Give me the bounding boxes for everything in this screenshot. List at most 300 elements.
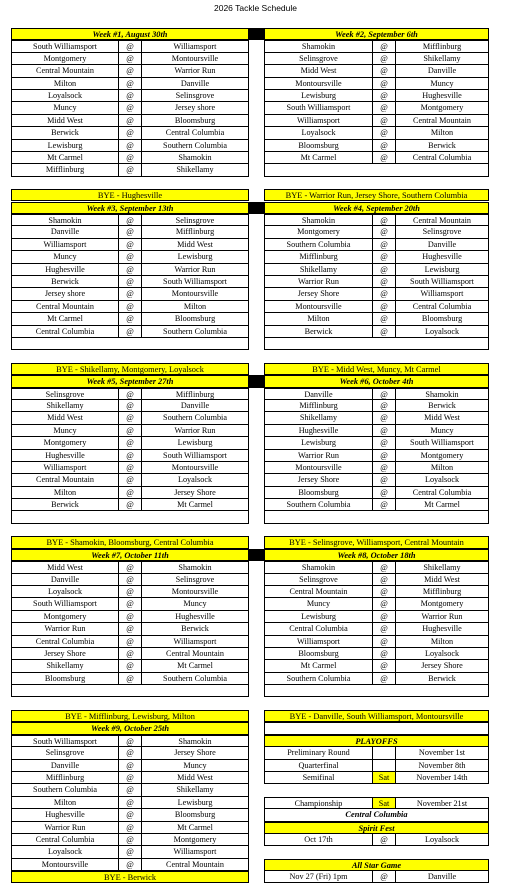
home-team: Bloomsburg — [298, 487, 339, 497]
at-symbol: @ — [118, 326, 142, 337]
at-symbol: @ — [118, 239, 142, 250]
home-team: Shikellamy — [46, 661, 84, 671]
home-team: Southern Columbia — [286, 673, 351, 683]
away-team: Muncy — [183, 599, 207, 609]
at-symbol: @ — [372, 226, 396, 237]
game-row — [11, 437, 249, 449]
at-symbol: @ — [372, 474, 396, 485]
game-row — [11, 474, 249, 486]
away-team: Southern Columbia — [163, 326, 227, 336]
at-symbol: @ — [118, 78, 142, 89]
away-team: Lewisburg — [424, 264, 460, 274]
at-symbol: @ — [372, 127, 396, 138]
round-date: November 21st — [416, 798, 468, 808]
at-symbol: @ — [118, 834, 142, 845]
away-team: Shikellamy — [176, 165, 214, 175]
game-row — [264, 301, 489, 313]
game-row — [11, 586, 249, 598]
at-symbol: @ — [372, 215, 396, 225]
spacer — [264, 177, 489, 189]
event-venue: Danville — [427, 872, 457, 882]
game-row — [11, 462, 249, 474]
home-team: Lewisburg — [301, 438, 336, 448]
game-row — [11, 226, 249, 238]
home-team: Williamsport — [43, 239, 87, 249]
away-team: Williamsport — [173, 847, 217, 857]
home-team: Loyalsock — [47, 90, 83, 100]
at-symbol: @ — [372, 412, 396, 423]
game-row — [11, 846, 249, 858]
away-team: Muncy — [430, 78, 454, 88]
at-symbol: @ — [118, 499, 142, 510]
game-row — [264, 251, 489, 263]
empty-row — [264, 338, 489, 350]
home-team: Muncy — [53, 103, 77, 113]
game-row — [11, 164, 249, 176]
game-row — [11, 673, 249, 685]
game-row — [11, 760, 249, 772]
home-team: Montoursville — [295, 462, 342, 472]
away-team: Jersey Shore — [174, 487, 216, 497]
game-row — [11, 326, 249, 338]
column-separator — [249, 28, 264, 40]
game-row — [11, 288, 249, 300]
away-team: Southern Columbia — [163, 673, 227, 683]
at-symbol: @ — [118, 598, 142, 609]
home-team: Central Columbia — [35, 834, 95, 844]
at-symbol: @ — [118, 127, 142, 138]
at-symbol: @ — [118, 474, 142, 485]
round-day: Sat — [372, 772, 396, 783]
away-team: Shamokin — [178, 563, 212, 573]
home-team: Shamokin — [301, 215, 336, 225]
bye-line: BYE - Shikellamy, Montgomery, Loyalsock — [11, 363, 249, 375]
home-team: Jersey Shore — [297, 475, 340, 485]
at-symbol: @ — [372, 288, 396, 299]
away-team: Lewisburg — [177, 252, 213, 262]
game-row — [11, 598, 249, 610]
at-symbol: @ — [118, 623, 142, 634]
game-row — [264, 276, 489, 288]
home-team: Montgomery — [43, 53, 87, 63]
home-team: Mt Carmel — [300, 152, 337, 162]
game-row — [11, 797, 249, 809]
week-block — [11, 549, 249, 722]
away-team: Warrior Run — [174, 425, 216, 435]
game-row — [264, 450, 489, 462]
at-symbol: @ — [372, 648, 396, 659]
home-team: Muncy — [53, 425, 77, 435]
week-header: Week #3, September 13th — [11, 202, 249, 214]
away-team: South Williamsport — [410, 276, 474, 286]
game-row — [11, 140, 249, 152]
home-team: Central Mountain — [36, 66, 94, 76]
away-team: Montgomery — [173, 834, 217, 844]
at-symbol: @ — [372, 871, 396, 882]
at-symbol: @ — [118, 251, 142, 262]
home-team: Warrior Run — [298, 276, 339, 286]
game-row — [11, 809, 249, 821]
home-team: Milton — [307, 314, 330, 324]
game-row — [11, 822, 249, 834]
away-team: Midd West — [177, 772, 213, 782]
away-team: Berwick — [428, 673, 456, 683]
game-row — [264, 214, 489, 226]
home-team: Bloomsburg — [298, 140, 339, 150]
away-team: Muncy — [183, 760, 207, 770]
game-row — [264, 152, 489, 164]
away-team: Montgomery — [420, 103, 464, 113]
away-team: Mt Carmel — [177, 500, 213, 510]
game-row — [264, 648, 489, 660]
game-row — [11, 784, 249, 796]
at-symbol: @ — [372, 660, 396, 671]
away-team: Montoursville — [171, 53, 219, 63]
away-team: Central Mountain — [413, 215, 471, 225]
away-team: Montoursville — [171, 289, 219, 299]
home-team: Central Mountain — [36, 475, 94, 485]
home-team: Jersey Shore — [44, 648, 86, 658]
away-team: Warrior Run — [421, 611, 463, 621]
game-row — [264, 474, 489, 486]
event-date: Oct 17th — [304, 834, 333, 844]
away-team: Bloomsburg — [174, 810, 216, 820]
away-team: Williamsport — [173, 636, 217, 646]
at-symbol: @ — [118, 226, 142, 237]
away-team: Central Columbia — [412, 301, 472, 311]
championship-venue: Central Columbia — [264, 809, 489, 821]
spirit-fest-row — [264, 834, 489, 846]
home-team: Hughesville — [298, 425, 339, 435]
at-symbol: @ — [372, 437, 396, 448]
game-row — [11, 53, 249, 65]
home-team: Midd West — [300, 66, 337, 76]
game-row — [11, 127, 249, 139]
game-row — [11, 772, 249, 784]
home-team: South Williamsport — [33, 736, 97, 746]
round-date: November 14th — [416, 772, 468, 782]
game-row — [264, 53, 489, 65]
game-row — [264, 425, 489, 437]
championship-row — [264, 797, 489, 809]
game-row — [11, 623, 249, 635]
away-team: Shikellamy — [176, 785, 214, 795]
game-row — [264, 598, 489, 610]
home-team: Central Columbia — [35, 326, 95, 336]
home-team: Loyalsock — [47, 847, 83, 857]
at-symbol: @ — [118, 574, 142, 585]
games-table — [264, 561, 489, 697]
at-symbol: @ — [372, 574, 396, 585]
at-symbol: @ — [118, 164, 142, 175]
week-block — [11, 722, 249, 883]
empty-row — [11, 685, 249, 697]
away-team: Central Mountain — [413, 115, 471, 125]
home-team: Shamokin — [301, 563, 336, 573]
away-team: Shamokin — [178, 152, 212, 162]
games-table — [11, 40, 249, 176]
home-team: Jersey Shore — [297, 289, 340, 299]
away-team: Montgomery — [420, 599, 464, 609]
at-symbol: @ — [118, 215, 142, 225]
game-row — [264, 499, 489, 511]
game-row — [11, 65, 249, 77]
at-symbol: @ — [118, 760, 142, 771]
game-row — [11, 313, 249, 325]
empty-row — [264, 722, 489, 734]
away-team: Midd West — [424, 574, 460, 584]
game-row — [264, 561, 489, 573]
game-row — [11, 214, 249, 226]
game-row — [264, 326, 489, 338]
game-row — [11, 859, 249, 871]
spirit-fest-header: Spirit Fest — [264, 822, 489, 834]
home-team: Midd West — [47, 563, 83, 573]
games-table — [11, 735, 249, 871]
bye-line: BYE - Warrior Run, Jersey Shore, Southern Columbia — [264, 189, 489, 201]
bye-line: BYE - Mifflinburg, Lewisburg, Milton — [11, 710, 249, 722]
week-header: Week #2, September 6th — [264, 28, 489, 40]
away-team: Berwick — [428, 140, 456, 150]
home-team: Milton — [53, 487, 77, 497]
game-row — [264, 264, 489, 276]
away-team: Selinsgrove — [175, 90, 215, 100]
away-team: Danville — [427, 239, 457, 249]
home-team: Montgomery — [43, 611, 87, 621]
away-team: Bloomsburg — [174, 314, 216, 324]
at-symbol: @ — [118, 673, 142, 684]
game-row — [264, 574, 489, 586]
away-team: Loyalsock — [424, 326, 460, 336]
game-row — [264, 388, 489, 400]
week-header: Week #8, October 18th — [264, 549, 489, 561]
game-row — [264, 115, 489, 127]
game-row — [264, 102, 489, 114]
playoffs-header: PLAYOFFS — [264, 735, 489, 747]
week-header: Week #6, October 4th — [264, 375, 489, 387]
home-team: Muncy — [53, 252, 77, 262]
at-symbol: @ — [372, 611, 396, 622]
bye-line: BYE - Shamokin, Bloomsburg, Central Columbia — [11, 536, 249, 548]
games-table — [264, 40, 489, 176]
game-row — [11, 425, 249, 437]
game-row — [11, 276, 249, 288]
away-team: Midd West — [424, 413, 460, 423]
home-team: Jersey shore — [44, 289, 86, 299]
round-name: Preliminary Round — [287, 748, 350, 758]
away-team: Bloomsburg — [174, 115, 216, 125]
at-symbol: @ — [118, 264, 142, 275]
at-symbol: @ — [118, 648, 142, 659]
at-symbol: @ — [372, 673, 396, 684]
home-team: Shikellamy — [299, 264, 338, 274]
away-team: Montgomery — [420, 450, 464, 460]
home-team: Muncy — [306, 599, 331, 609]
home-team: Mifflinburg — [45, 772, 85, 782]
away-team: Central Columbia — [412, 487, 472, 497]
at-symbol: @ — [118, 53, 142, 64]
home-team: Williamsport — [297, 115, 340, 125]
home-team: Bloomsburg — [44, 673, 86, 683]
bye-line: BYE - Midd West, Muncy, Mt Carmel — [264, 363, 489, 375]
away-team: Midd West — [177, 239, 213, 249]
at-symbol: @ — [372, 115, 396, 126]
at-symbol: @ — [118, 313, 142, 324]
away-team: Southern Columbia — [163, 413, 227, 423]
week-block — [264, 375, 489, 548]
home-team: Berwick — [304, 326, 333, 336]
away-team: Milton — [430, 462, 454, 472]
away-team: Mifflinburg — [422, 42, 462, 52]
round-name: Championship — [294, 798, 343, 808]
game-row — [11, 450, 249, 462]
at-symbol: @ — [118, 450, 142, 461]
at-symbol: @ — [118, 784, 142, 795]
games-table — [11, 214, 249, 350]
at-symbol: @ — [372, 264, 396, 275]
bye-line: BYE - Berwick — [11, 871, 249, 883]
event-date: Nov 27 (Fri) 1pm — [289, 872, 348, 882]
game-row — [11, 611, 249, 623]
away-team: Shamokin — [425, 389, 459, 399]
home-team: Montgomery — [297, 227, 340, 237]
away-team: South Williamsport — [410, 438, 474, 448]
spacer — [11, 177, 249, 189]
home-team: Lewisburg — [301, 90, 336, 100]
game-row — [11, 574, 249, 586]
at-symbol: @ — [372, 450, 396, 461]
at-symbol: @ — [118, 797, 142, 808]
home-team: Loyalsock — [301, 128, 336, 138]
home-team: Selinsgrove — [299, 53, 338, 63]
week-block — [264, 28, 489, 201]
spacer — [264, 524, 489, 536]
empty-row — [264, 511, 489, 523]
empty-row — [264, 685, 489, 697]
home-team: Hughesville — [45, 264, 85, 274]
spacer — [11, 524, 249, 536]
week-block — [11, 28, 249, 201]
game-row — [264, 400, 489, 412]
empty-row — [264, 164, 489, 176]
home-team: Shamokin — [301, 42, 336, 52]
away-team: Danville — [427, 66, 457, 76]
home-team: Southern Columbia — [286, 500, 351, 510]
game-row — [11, 636, 249, 648]
away-team: Bloomsburg — [421, 314, 463, 324]
home-team: Hughesville — [45, 450, 85, 460]
game-row — [264, 412, 489, 424]
round-day: Sat — [372, 798, 396, 808]
at-symbol: @ — [372, 239, 396, 250]
game-row — [264, 140, 489, 152]
home-team: Central Mountain — [36, 301, 94, 311]
away-team: Mt Carmel — [177, 822, 213, 832]
at-symbol: @ — [372, 598, 396, 609]
home-team: Mt Carmel — [300, 661, 337, 671]
away-team: Mt Carmel — [177, 661, 213, 671]
week-header: Week #9, October 25th — [11, 722, 249, 734]
away-team: Hughesville — [422, 90, 462, 100]
at-symbol: @ — [372, 636, 396, 647]
games-table — [11, 561, 249, 697]
spacer — [264, 846, 489, 858]
game-row — [11, 264, 249, 276]
at-symbol: @ — [118, 115, 142, 126]
game-row — [264, 239, 489, 251]
game-row — [11, 660, 249, 672]
home-team: Milton — [53, 797, 77, 807]
at-symbol: @ — [118, 822, 142, 833]
home-team: Mifflinburg — [45, 165, 85, 175]
at-symbol: @ — [372, 53, 396, 64]
at-symbol: @ — [372, 313, 396, 324]
bye-line: BYE - Danville, South Williamsport, Montoursville — [264, 710, 489, 722]
home-team: Berwick — [51, 276, 79, 286]
game-row — [11, 152, 249, 164]
home-team: Berwick — [51, 128, 79, 138]
away-team: Milton — [430, 636, 454, 646]
at-symbol: @ — [372, 562, 396, 572]
away-team: Shikellamy — [423, 53, 461, 63]
at-symbol: @ — [372, 326, 396, 337]
playoff-round — [264, 747, 489, 759]
home-team: Danville — [304, 389, 333, 399]
away-team: Shamokin — [178, 736, 212, 746]
home-team: Selinsgrove — [45, 748, 85, 758]
game-row — [264, 40, 489, 52]
at-symbol: @ — [118, 412, 142, 423]
at-symbol: @ — [372, 499, 396, 510]
away-team: Hughesville — [175, 611, 215, 621]
away-team: Mifflinburg — [175, 389, 215, 399]
at-symbol: @ — [118, 747, 142, 758]
away-team: Milton — [183, 301, 207, 311]
at-symbol: @ — [372, 301, 396, 312]
home-team: Shikellamy — [299, 413, 338, 423]
away-team: Hughesville — [422, 252, 462, 262]
away-team: Selinsgrove — [422, 227, 462, 237]
week-header: Week #5, September 27th — [11, 375, 249, 387]
at-symbol: @ — [118, 586, 142, 597]
away-team: Central Mountain — [166, 859, 224, 869]
home-team: Mt Carmel — [47, 152, 83, 162]
away-team: Mifflinburg — [175, 227, 215, 237]
home-team: Montgomery — [43, 438, 87, 448]
at-symbol: @ — [118, 301, 142, 312]
home-team: Milton — [53, 78, 77, 88]
game-row — [264, 586, 489, 598]
week-block — [264, 202, 489, 375]
game-row — [11, 487, 249, 499]
home-team: Danville — [50, 227, 80, 237]
at-symbol: @ — [118, 809, 142, 820]
week-header: Week #4, September 20th — [264, 202, 489, 214]
spacer — [264, 350, 489, 362]
at-symbol: @ — [372, 389, 396, 399]
at-symbol: @ — [118, 288, 142, 299]
home-team: Warrior Run — [44, 822, 86, 832]
home-team: Shamokin — [48, 215, 82, 225]
game-row — [11, 400, 249, 412]
game-row — [264, 65, 489, 77]
game-row — [264, 437, 489, 449]
playoff-round — [264, 760, 489, 772]
away-team: Williamsport — [173, 42, 217, 52]
home-team: Montoursville — [295, 301, 342, 311]
game-row — [11, 735, 249, 747]
at-symbol: @ — [118, 660, 142, 671]
